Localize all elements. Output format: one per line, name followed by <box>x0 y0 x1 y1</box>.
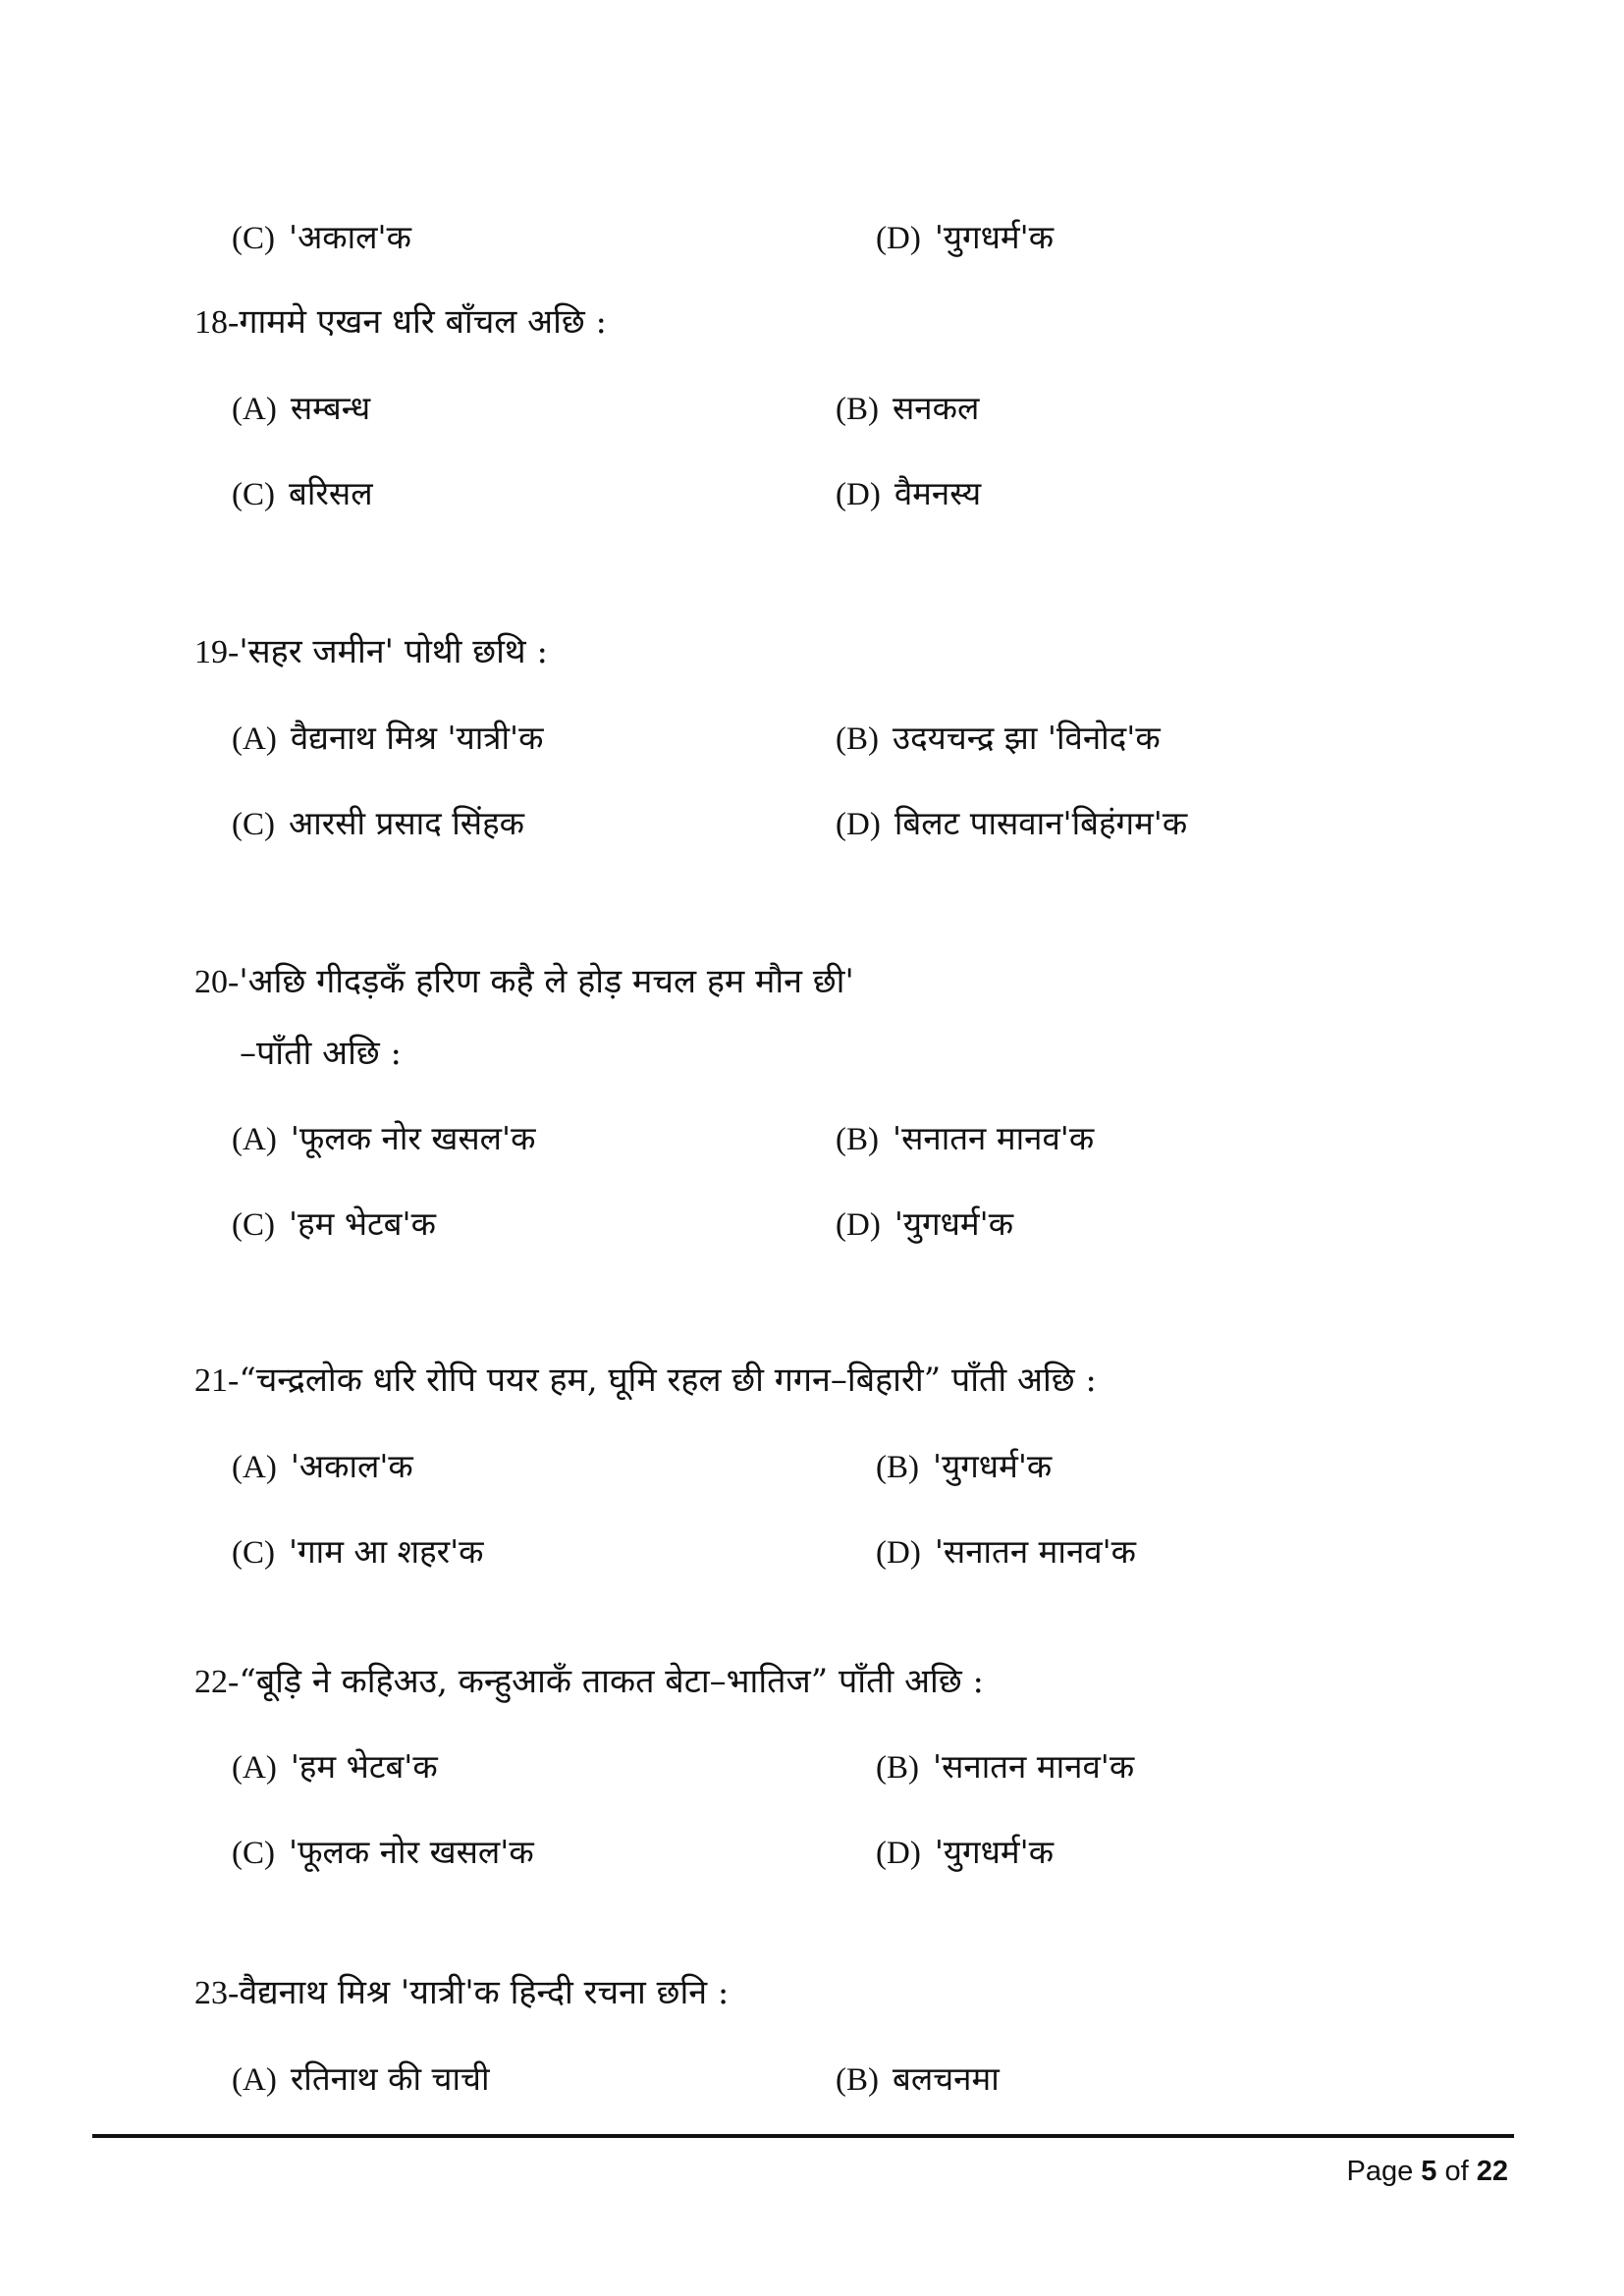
option-label: (C) <box>232 1207 275 1243</box>
option-c <box>232 1195 436 1255</box>
option-b <box>876 1737 1134 1797</box>
option-text: सनकल <box>893 389 980 427</box>
option-text: 'सनातन मानव'क <box>933 1747 1135 1786</box>
option-text: 'गाम आ शहर'क <box>289 1532 484 1571</box>
option-label: (C) <box>232 221 275 256</box>
question-23 <box>194 1963 1510 2023</box>
option-row <box>232 1109 1508 1168</box>
page-sep: of <box>1444 2156 1469 2187</box>
option-c <box>232 794 524 854</box>
option-label: (B) <box>836 1122 879 1157</box>
question-text: गाममे एखन धरि बाँचल अछि : <box>239 302 608 342</box>
question-21 <box>194 1351 1510 1411</box>
footer-rule <box>92 2134 1514 2138</box>
option-label: (B) <box>836 721 879 757</box>
option-text: उदयचन्द्र झा 'विनोद'क <box>893 719 1161 757</box>
option-d <box>836 1195 1013 1255</box>
question-20 <box>194 952 1510 1012</box>
option-label: (B) <box>876 1450 919 1485</box>
option-c <box>232 1823 534 1883</box>
option-text: 'अकाल'क <box>290 1447 413 1485</box>
option-a <box>232 1737 438 1797</box>
option-label: (C) <box>232 1535 275 1571</box>
option-label: (C) <box>232 807 275 842</box>
option-label: (A) <box>232 392 277 427</box>
option-text: 'हम भेटब'क <box>290 1747 438 1786</box>
option-c <box>232 1522 484 1582</box>
option-c <box>232 208 411 268</box>
option-text: बिलट पासवान'बिहंगम'क <box>893 804 1188 842</box>
question-number: 23- <box>194 1975 240 2011</box>
question-text: वैद्यनाथ मिश्र 'यात्री'क हिन्दी रचना छनि : <box>239 1973 730 2012</box>
question-number: 22- <box>194 1664 240 1700</box>
question-number: 19- <box>194 634 240 670</box>
option-row <box>232 1195 1508 1254</box>
option-b <box>836 2050 1000 2109</box>
option-row <box>232 1437 1508 1496</box>
option-text: वैद्यनाथ मिश्र 'यात्री'क <box>290 719 544 757</box>
page-total: 22 <box>1476 2156 1508 2187</box>
option-text: बरिसल <box>289 474 373 512</box>
option-text: 'सनातन मानव'क <box>934 1532 1137 1571</box>
question-text: “चन्द्रलोक धरि रोपि पयर हम, घूमि रहल छी गगन–बिहारी” पाँती अछि : <box>239 1361 1097 1400</box>
option-text: 'सनातन मानव'क <box>893 1119 1095 1157</box>
option-row <box>232 2050 1508 2109</box>
option-text: सम्बन्ध <box>290 389 371 427</box>
option-row <box>232 379 1508 438</box>
option-label: (B) <box>836 2062 879 2098</box>
option-text: 'युगधर्म'क <box>933 1447 1053 1485</box>
option-row <box>232 208 1508 267</box>
option-a <box>232 1437 413 1497</box>
question-text: “बूड़ि ने कहिअउ, कन्हुआकँ ताकत बेटा–भातिज” पाँती अछि : <box>239 1662 984 1701</box>
option-label: (A) <box>232 1750 277 1786</box>
page-prefix: Page <box>1346 2156 1414 2187</box>
option-label: (C) <box>232 477 275 512</box>
option-a <box>232 2050 490 2109</box>
option-a <box>232 709 543 769</box>
option-row <box>232 464 1508 523</box>
option-row <box>232 1823 1508 1882</box>
option-label: (A) <box>232 721 277 757</box>
option-d <box>876 1522 1136 1582</box>
option-text: वैमनस्य <box>893 474 982 512</box>
question-22 <box>194 1652 1510 1712</box>
option-row <box>232 1737 1508 1796</box>
option-d <box>876 1823 1054 1883</box>
question-number: 18- <box>194 304 240 341</box>
option-text: 'युगधर्म'क <box>934 218 1055 256</box>
option-d <box>836 794 1187 854</box>
option-row <box>232 794 1508 853</box>
question-18 <box>194 293 1510 352</box>
option-text: 'फूलक नोर खसल'क <box>290 1119 536 1157</box>
question-text: 'सहर जमीन' पोथी छथि : <box>239 632 548 671</box>
question-19 <box>194 622 1510 682</box>
option-c <box>232 464 373 524</box>
option-text: 'फूलक नोर खसल'क <box>289 1833 534 1871</box>
option-label: (D) <box>876 1535 921 1571</box>
option-a <box>232 379 370 439</box>
page-number <box>1346 2152 1508 2191</box>
option-label: (A) <box>232 2062 277 2098</box>
option-row <box>232 709 1508 768</box>
question-text: 'अछि गीदड़कँ हरिण कहै ले होड़ मचल हम मौन छी' <box>239 962 854 1001</box>
option-label: (D) <box>836 1207 881 1243</box>
option-b <box>836 1109 1094 1169</box>
option-d <box>876 208 1054 268</box>
option-label: (B) <box>836 392 879 427</box>
option-label: (B) <box>876 1750 919 1786</box>
option-b <box>836 709 1161 769</box>
option-label: (D) <box>836 477 881 512</box>
option-text: बलचनमा <box>893 2059 1000 2098</box>
option-text: 'युगधर्म'क <box>934 1833 1055 1871</box>
option-text: 'युगधर्म'क <box>893 1204 1014 1243</box>
option-b <box>836 379 979 439</box>
question-number: 21- <box>194 1362 240 1399</box>
page-current: 5 <box>1421 2156 1437 2187</box>
option-row <box>232 1522 1508 1581</box>
option-b <box>876 1437 1052 1497</box>
question-subtext: –पाँती अछि : <box>240 1034 402 1073</box>
option-text: रतिनाथ की चाची <box>290 2059 490 2098</box>
option-d <box>836 464 981 524</box>
option-label: (A) <box>232 1122 277 1157</box>
option-label: (D) <box>876 1836 921 1871</box>
option-text: 'हम भेटब'क <box>289 1204 436 1243</box>
option-label: (D) <box>876 221 921 256</box>
option-a <box>232 1109 535 1169</box>
question-number: 20- <box>194 964 240 1000</box>
option-text: आरसी प्रसाद सिंहक <box>289 804 524 842</box>
option-text: 'अकाल'क <box>289 218 411 256</box>
option-label: (C) <box>232 1836 275 1871</box>
option-label: (A) <box>232 1450 277 1485</box>
option-label: (D) <box>836 807 881 842</box>
